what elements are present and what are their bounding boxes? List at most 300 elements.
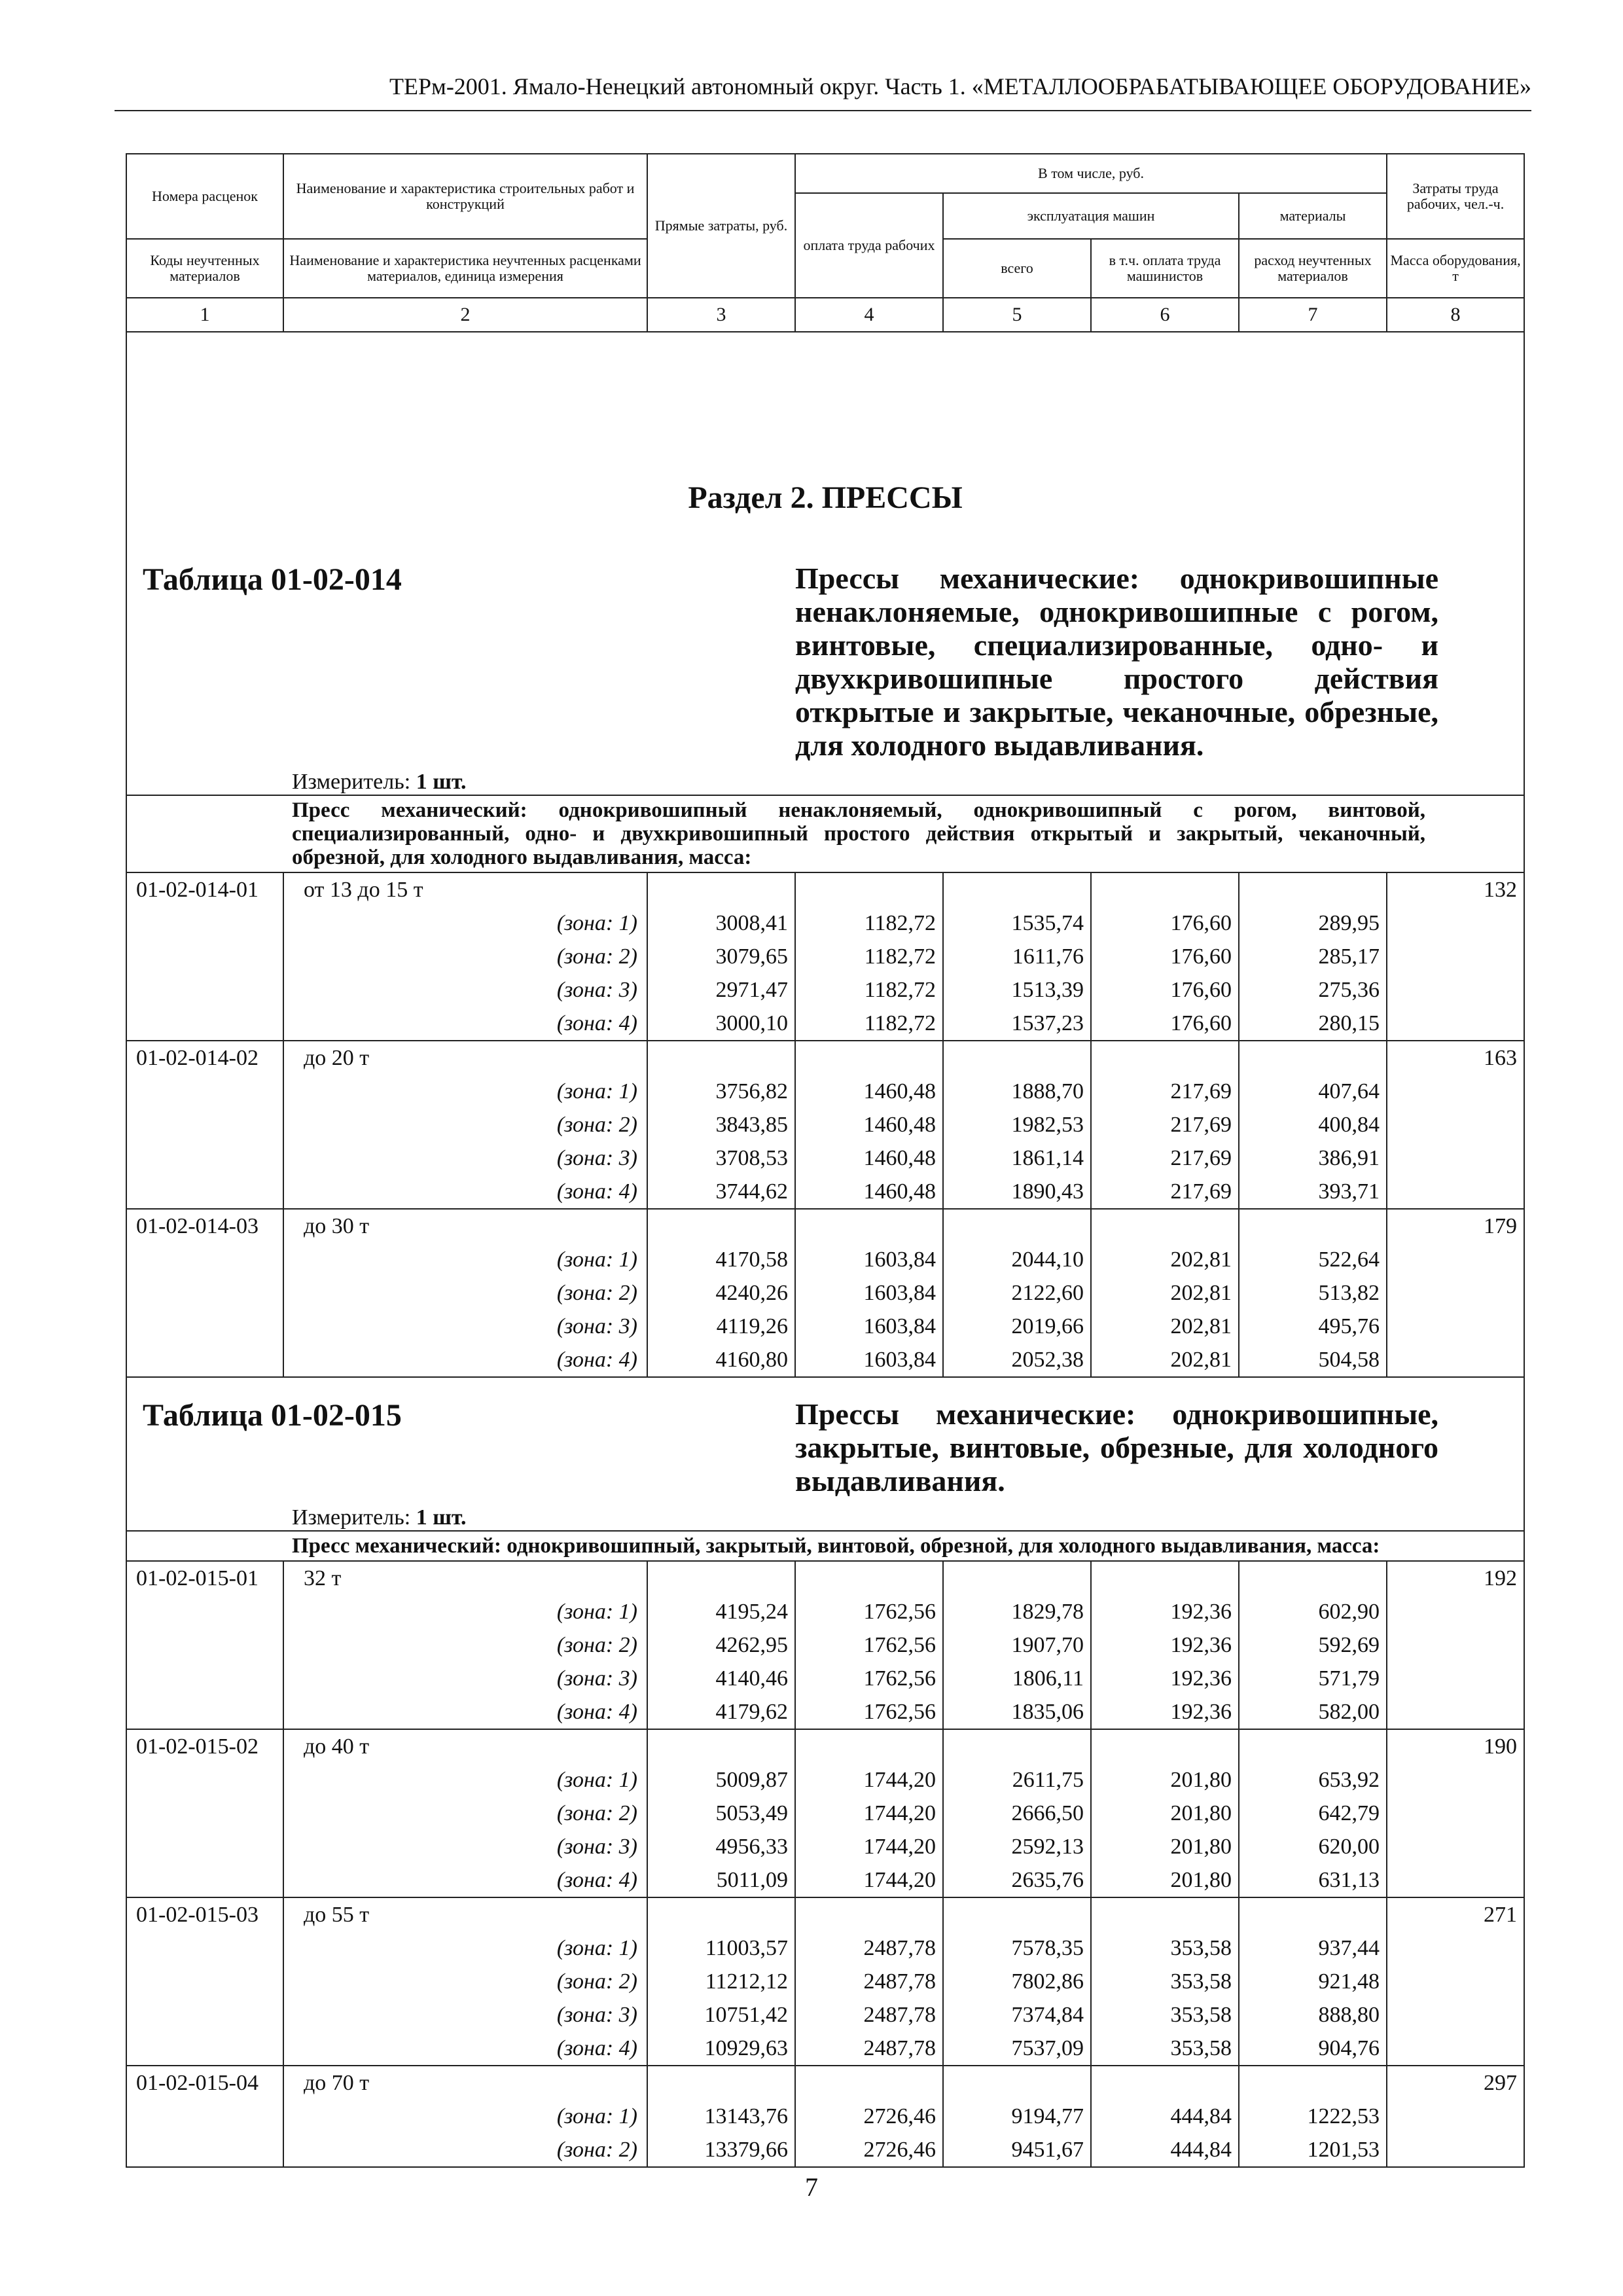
value-direct: 4170,58 [647, 1243, 795, 1276]
rate-code: 01-02-015-04 [126, 2066, 283, 2100]
item-description: Пресс механический: однокривошипный, закрытый, винтовой, обрезной, для холодного выдавливания, масса: [126, 1531, 1524, 1561]
rate-code: 01-02-015-01 [126, 1561, 283, 1595]
value-machines: 1806,11 [943, 1662, 1091, 1695]
value-materials: 280,15 [1239, 1007, 1387, 1041]
zone-label: (зона: 1) [283, 1243, 647, 1276]
empty-cell [126, 1695, 283, 1729]
col-including: В том числе, руб. [795, 154, 1387, 193]
empty-cell [943, 1041, 1091, 1075]
value-pay: 2487,78 [795, 2032, 943, 2066]
zone-label: (зона: 4) [283, 1175, 647, 1209]
table-row [126, 872, 1524, 906]
column-number: 3 [647, 298, 795, 332]
value-materials: 400,84 [1239, 1108, 1387, 1141]
empty-cell [126, 1662, 283, 1695]
value-materials: 592,69 [1239, 1628, 1387, 1662]
empty-cell [1239, 1729, 1387, 1763]
value-materials: 393,71 [1239, 1175, 1387, 1209]
item-name: до 20 т [283, 1041, 647, 1075]
value-operators: 201,80 [1091, 1863, 1239, 1897]
value-direct: 4195,24 [647, 1595, 795, 1628]
col-worker-pay: оплата труда рабочих [795, 193, 943, 298]
value-materials: 522,64 [1239, 1243, 1387, 1276]
item-name: до 30 т [283, 1209, 647, 1243]
value-machines: 7537,09 [943, 2032, 1091, 2066]
column-number: 5 [943, 298, 1091, 332]
col-rate-numbers: Номера расценок [126, 154, 283, 239]
running-title: ТЕРм-2001. Ямало-Ненецкий автономный округ. Часть 1. «МЕТАЛЛООБРАБАТЫВАЮЩЕЕ ОБОРУДОВАНИЕ» [389, 73, 1531, 99]
value-machines: 2052,38 [943, 1343, 1091, 1377]
empty-cell [1387, 1276, 1524, 1310]
value-operators: 202,81 [1091, 1310, 1239, 1343]
value-direct: 10929,63 [647, 2032, 795, 2066]
empty-cell [1387, 1310, 1524, 1343]
value-machines: 2122,60 [943, 1276, 1091, 1310]
value-direct: 5053,49 [647, 1797, 795, 1830]
empty-cell [1387, 1343, 1524, 1377]
value-direct: 4140,46 [647, 1662, 795, 1695]
item-description: Пресс механический: однокривошипный ненаклоняемый, однокривошипный с рогом, винтовой, специализированный, одно- и двухкривошипный простого действия открытый и закрытый, чеканочный, обрезной, для холодного выдавливания, масса: [126, 795, 1524, 872]
col-machine-operation: эксплуатация машин [943, 193, 1239, 239]
rate-code: 01-02-014-03 [126, 1209, 283, 1243]
value-direct: 3008,41 [647, 906, 795, 940]
zone-row [126, 2100, 1524, 2133]
description-row [126, 1531, 1524, 1561]
empty-cell [1387, 1965, 1524, 1998]
empty-cell [126, 1175, 283, 1209]
labor-costs: 132 [1387, 872, 1524, 906]
empty-cell [126, 1931, 283, 1965]
labor-costs: 190 [1387, 1729, 1524, 1763]
zone-label: (зона: 1) [283, 2100, 647, 2133]
value-pay: 1762,56 [795, 1662, 943, 1695]
rate-code: 01-02-015-02 [126, 1729, 283, 1763]
empty-cell [126, 1628, 283, 1662]
value-materials: 407,64 [1239, 1075, 1387, 1108]
value-materials: 275,36 [1239, 973, 1387, 1007]
empty-cell [126, 2133, 283, 2167]
empty-cell [1239, 872, 1387, 906]
value-machines: 1907,70 [943, 1628, 1091, 1662]
empty-cell [126, 1830, 283, 1863]
empty-cell [943, 1729, 1091, 1763]
description-row [126, 795, 1524, 872]
meter [126, 762, 1524, 795]
zone-label: (зона: 4) [283, 1007, 647, 1041]
rate-code: 01-02-014-01 [126, 872, 283, 906]
value-operators: 201,80 [1091, 1797, 1239, 1830]
value-materials: 285,17 [1239, 940, 1387, 973]
value-machines: 1890,43 [943, 1175, 1091, 1209]
value-operators: 192,36 [1091, 1662, 1239, 1695]
value-operators: 353,58 [1091, 1965, 1239, 1998]
table-header [126, 154, 1524, 298]
value-direct: 4119,26 [647, 1310, 795, 1343]
value-materials: 1222,53 [1239, 2100, 1387, 2133]
empty-cell [647, 1209, 795, 1243]
zone-label: (зона: 2) [283, 1108, 647, 1141]
empty-cell [795, 2066, 943, 2100]
table-row [126, 1729, 1524, 1763]
value-pay: 1762,56 [795, 1695, 943, 1729]
empty-cell [795, 1897, 943, 1931]
zone-row [126, 1763, 1524, 1797]
zone-label: (зона: 2) [283, 1628, 647, 1662]
empty-cell [1091, 1209, 1239, 1243]
zone-row [126, 973, 1524, 1007]
empty-cell [647, 1897, 795, 1931]
table-number: Таблица 01-02-014 [126, 516, 795, 762]
value-machines: 1537,23 [943, 1007, 1091, 1041]
zone-label: (зона: 2) [283, 940, 647, 973]
empty-cell [1387, 1863, 1524, 1897]
empty-cell [1387, 906, 1524, 940]
column-number: 7 [1239, 298, 1387, 332]
col-total: всего [943, 239, 1091, 298]
value-pay: 1744,20 [795, 1797, 943, 1830]
empty-cell [1091, 2066, 1239, 2100]
value-machines: 2019,66 [943, 1310, 1091, 1343]
zone-label: (зона: 2) [283, 2133, 647, 2167]
value-direct: 5011,09 [647, 1863, 795, 1897]
col-incl-operator-pay: в т.ч. оплата труда машинистов [1091, 239, 1239, 298]
item-name: до 70 т [283, 2066, 647, 2100]
value-machines: 9194,77 [943, 2100, 1091, 2133]
value-materials: 937,44 [1239, 1931, 1387, 1965]
column-number: 4 [795, 298, 943, 332]
col-materials: материалы [1239, 193, 1387, 239]
empty-cell [126, 1343, 283, 1377]
value-direct: 2971,47 [647, 973, 795, 1007]
empty-cell [647, 1561, 795, 1595]
empty-cell [1239, 1561, 1387, 1595]
value-machines: 7802,86 [943, 1965, 1091, 1998]
value-operators: 176,60 [1091, 1007, 1239, 1041]
zone-row [126, 1965, 1524, 1998]
empty-cell [1091, 1561, 1239, 1595]
empty-cell [647, 1041, 795, 1075]
value-direct: 3756,82 [647, 1075, 795, 1108]
value-materials: 631,13 [1239, 1863, 1387, 1897]
empty-cell [1387, 2100, 1524, 2133]
empty-cell [126, 940, 283, 973]
item-name: 32 т [283, 1561, 647, 1595]
table-row [126, 2066, 1524, 2100]
zone-label: (зона: 3) [283, 1830, 647, 1863]
page-number: 7 [805, 2172, 818, 2202]
meter-row [126, 762, 1524, 795]
empty-cell [1387, 973, 1524, 1007]
zone-label: (зона: 2) [283, 1797, 647, 1830]
value-machines: 1535,74 [943, 906, 1091, 940]
zone-row [126, 1863, 1524, 1897]
zone-row [126, 1695, 1524, 1729]
rate-code: 01-02-015-03 [126, 1897, 283, 1931]
value-operators: 201,80 [1091, 1830, 1239, 1863]
value-machines: 7374,84 [943, 1998, 1091, 2032]
value-materials: 921,48 [1239, 1965, 1387, 1998]
value-operators: 192,36 [1091, 1695, 1239, 1729]
zone-row [126, 1075, 1524, 1108]
empty-cell [126, 973, 283, 1007]
zone-label: (зона: 3) [283, 973, 647, 1007]
zone-label: (зона: 1) [283, 906, 647, 940]
table-row [126, 1561, 1524, 1595]
table-title-row [126, 1377, 1524, 1498]
zone-row [126, 1797, 1524, 1830]
empty-cell [1091, 1897, 1239, 1931]
empty-cell [1387, 1108, 1524, 1141]
value-operators: 444,84 [1091, 2133, 1239, 2167]
value-operators: 202,81 [1091, 1276, 1239, 1310]
empty-cell [1387, 2133, 1524, 2167]
empty-cell [126, 1243, 283, 1276]
empty-cell [943, 1209, 1091, 1243]
value-direct: 13143,76 [647, 2100, 795, 2133]
value-direct: 4160,80 [647, 1343, 795, 1377]
value-pay: 1182,72 [795, 973, 943, 1007]
value-materials: 602,90 [1239, 1595, 1387, 1628]
empty-cell [795, 1209, 943, 1243]
meter [126, 1498, 1524, 1531]
value-pay: 1460,48 [795, 1175, 943, 1209]
col-material-names: Наименование и характеристика неучтенных расценками материалов, единица измерения [283, 239, 647, 298]
value-machines: 1888,70 [943, 1075, 1091, 1108]
empty-cell [1091, 872, 1239, 906]
value-materials: 504,58 [1239, 1343, 1387, 1377]
col-unaccounted-materials: расход неучтенных материалов [1239, 239, 1387, 298]
value-machines: 2635,76 [943, 1863, 1091, 1897]
labor-costs: 271 [1387, 1897, 1524, 1931]
zone-row [126, 940, 1524, 973]
value-operators: 217,69 [1091, 1175, 1239, 1209]
value-operators: 201,80 [1091, 1763, 1239, 1797]
empty-cell [126, 1863, 283, 1897]
value-direct: 4956,33 [647, 1830, 795, 1863]
empty-cell [1387, 1175, 1524, 1209]
value-materials: 582,00 [1239, 1695, 1387, 1729]
value-direct: 13379,66 [647, 2133, 795, 2167]
value-materials: 888,80 [1239, 1998, 1387, 2032]
empty-cell [126, 1310, 283, 1343]
zone-label: (зона: 3) [283, 1998, 647, 2032]
value-operators: 353,58 [1091, 1931, 1239, 1965]
value-direct: 4179,62 [647, 1695, 795, 1729]
value-materials: 289,95 [1239, 906, 1387, 940]
empty-cell [1387, 1931, 1524, 1965]
empty-cell [1239, 1897, 1387, 1931]
value-pay: 1460,48 [795, 1075, 943, 1108]
running-header [115, 71, 1531, 111]
value-direct: 10751,42 [647, 1998, 795, 2032]
empty-cell [1387, 1797, 1524, 1830]
value-pay: 1182,72 [795, 1007, 943, 1041]
col-works-name: Наименование и характеристика строительных работ и конструкций [283, 154, 647, 239]
labor-costs: 297 [1387, 2066, 1524, 2100]
zone-row [126, 1628, 1524, 1662]
empty-cell [1387, 2032, 1524, 2066]
value-materials: 620,00 [1239, 1830, 1387, 1863]
zone-row [126, 1243, 1524, 1276]
rates-table [126, 153, 1525, 2168]
value-operators: 217,69 [1091, 1075, 1239, 1108]
value-direct: 5009,87 [647, 1763, 795, 1797]
value-operators: 217,69 [1091, 1108, 1239, 1141]
value-operators: 176,60 [1091, 973, 1239, 1007]
empty-cell [943, 872, 1091, 906]
value-machines: 2592,13 [943, 1830, 1091, 1863]
value-pay: 2487,78 [795, 1931, 943, 1965]
empty-cell [1387, 1141, 1524, 1175]
empty-cell [795, 1729, 943, 1763]
value-direct: 4262,95 [647, 1628, 795, 1662]
empty-cell [795, 872, 943, 906]
value-pay: 1182,72 [795, 940, 943, 973]
column-number: 8 [1387, 298, 1524, 332]
labor-costs: 179 [1387, 1209, 1524, 1243]
empty-cell [1387, 1763, 1524, 1797]
empty-cell [1387, 1695, 1524, 1729]
table-body [126, 332, 1524, 2167]
section-title: Раздел 2. ПРЕССЫ [126, 332, 1524, 516]
table-row [126, 1897, 1524, 1931]
value-pay: 2726,46 [795, 2100, 943, 2133]
value-operators: 202,81 [1091, 1343, 1239, 1377]
empty-cell [126, 1797, 283, 1830]
empty-cell [126, 1998, 283, 2032]
col-material-codes: Коды неучтенных материалов [126, 239, 283, 298]
value-pay: 2726,46 [795, 2133, 943, 2167]
zone-row [126, 1343, 1524, 1377]
value-machines: 1835,06 [943, 1695, 1091, 1729]
column-numbers-row [126, 298, 1524, 332]
zone-label: (зона: 1) [283, 1595, 647, 1628]
meter-row [126, 1498, 1524, 1531]
value-direct: 3744,62 [647, 1175, 795, 1209]
value-machines: 1982,53 [943, 1108, 1091, 1141]
zone-label: (зона: 1) [283, 1763, 647, 1797]
zone-row [126, 1175, 1524, 1209]
empty-cell [1239, 1041, 1387, 1075]
item-name: до 40 т [283, 1729, 647, 1763]
rate-code: 01-02-014-02 [126, 1041, 283, 1075]
empty-cell [126, 2032, 283, 2066]
value-pay: 1603,84 [795, 1276, 943, 1310]
value-direct: 3843,85 [647, 1108, 795, 1141]
value-machines: 1611,76 [943, 940, 1091, 973]
table-title: Прессы механические: однокривошипные ненаклоняемые, однокривошипные с рогом, винтовые, специализированные, одно- и двухкривошипные простого действия открытые и закрытые, чеканочные, обрезные, для холодного выдавливания. [795, 516, 1524, 762]
empty-cell [943, 1897, 1091, 1931]
value-operators: 353,58 [1091, 2032, 1239, 2066]
meter-value: 1 шт. [416, 1505, 467, 1530]
value-pay: 1744,20 [795, 1863, 943, 1897]
zone-label: (зона: 1) [283, 1075, 647, 1108]
zone-row [126, 1998, 1524, 2032]
empty-cell [126, 1965, 283, 1998]
empty-cell [647, 872, 795, 906]
labor-costs: 163 [1387, 1041, 1524, 1075]
value-machines: 2611,75 [943, 1763, 1091, 1797]
empty-cell [1387, 1998, 1524, 2032]
value-operators: 176,60 [1091, 940, 1239, 973]
column-number: 2 [283, 298, 647, 332]
value-pay: 1603,84 [795, 1310, 943, 1343]
value-pay: 1762,56 [795, 1628, 943, 1662]
empty-cell [1387, 1628, 1524, 1662]
empty-cell [126, 1276, 283, 1310]
empty-cell [943, 2066, 1091, 2100]
empty-cell [647, 2066, 795, 2100]
value-pay: 1603,84 [795, 1343, 943, 1377]
empty-cell [1239, 2066, 1387, 2100]
value-materials: 1201,53 [1239, 2133, 1387, 2167]
value-direct: 3079,65 [647, 940, 795, 973]
empty-cell [126, 1007, 283, 1041]
value-machines: 1513,39 [943, 973, 1091, 1007]
meter-label: Измеритель: [292, 1505, 411, 1530]
col-labor-costs: Затраты труда рабочих, чел.-ч. [1387, 154, 1524, 239]
zone-row [126, 1931, 1524, 1965]
table-row [126, 1209, 1524, 1243]
zone-label: (зона: 4) [283, 1863, 647, 1897]
empty-cell [795, 1561, 943, 1595]
value-operators: 217,69 [1091, 1141, 1239, 1175]
zone-row [126, 1595, 1524, 1628]
value-machines: 2666,50 [943, 1797, 1091, 1830]
value-materials: 495,76 [1239, 1310, 1387, 1343]
empty-cell [126, 1595, 283, 1628]
zone-label: (зона: 2) [283, 1965, 647, 1998]
value-materials: 571,79 [1239, 1662, 1387, 1695]
empty-cell [1091, 1041, 1239, 1075]
zone-label: (зона: 4) [283, 2032, 647, 2066]
meter-value: 1 шт. [416, 770, 467, 794]
zone-label: (зона: 3) [283, 1141, 647, 1175]
empty-cell [126, 906, 283, 940]
value-direct: 3000,10 [647, 1007, 795, 1041]
empty-cell [943, 1561, 1091, 1595]
zone-label: (зона: 4) [283, 1343, 647, 1377]
table-title: Прессы механические: однокривошипные, закрытые, винтовые, обрезные, для холодного выдавливания. [795, 1377, 1524, 1498]
value-operators: 192,36 [1091, 1595, 1239, 1628]
table-number: Таблица 01-02-015 [126, 1377, 795, 1498]
empty-cell [126, 1108, 283, 1141]
empty-cell [1387, 1595, 1524, 1628]
zone-row [126, 1007, 1524, 1041]
value-pay: 2487,78 [795, 1998, 943, 2032]
value-operators: 176,60 [1091, 906, 1239, 940]
zone-row [126, 1141, 1524, 1175]
value-pay: 1460,48 [795, 1141, 943, 1175]
value-machines: 1829,78 [943, 1595, 1091, 1628]
value-pay: 1762,56 [795, 1595, 943, 1628]
zone-label: (зона: 4) [283, 1695, 647, 1729]
empty-cell [126, 1075, 283, 1108]
value-materials: 513,82 [1239, 1276, 1387, 1310]
value-machines: 2044,10 [943, 1243, 1091, 1276]
zone-row [126, 1108, 1524, 1141]
empty-cell [1387, 940, 1524, 973]
empty-cell [647, 1729, 795, 1763]
empty-cell [1239, 1209, 1387, 1243]
empty-cell [1387, 1662, 1524, 1695]
zone-label: (зона: 3) [283, 1662, 647, 1695]
col-direct-costs: Прямые затраты, руб. [647, 154, 795, 298]
value-pay: 1603,84 [795, 1243, 943, 1276]
zone-row [126, 906, 1524, 940]
value-direct: 4240,26 [647, 1276, 795, 1310]
table-title-row [126, 516, 1524, 762]
